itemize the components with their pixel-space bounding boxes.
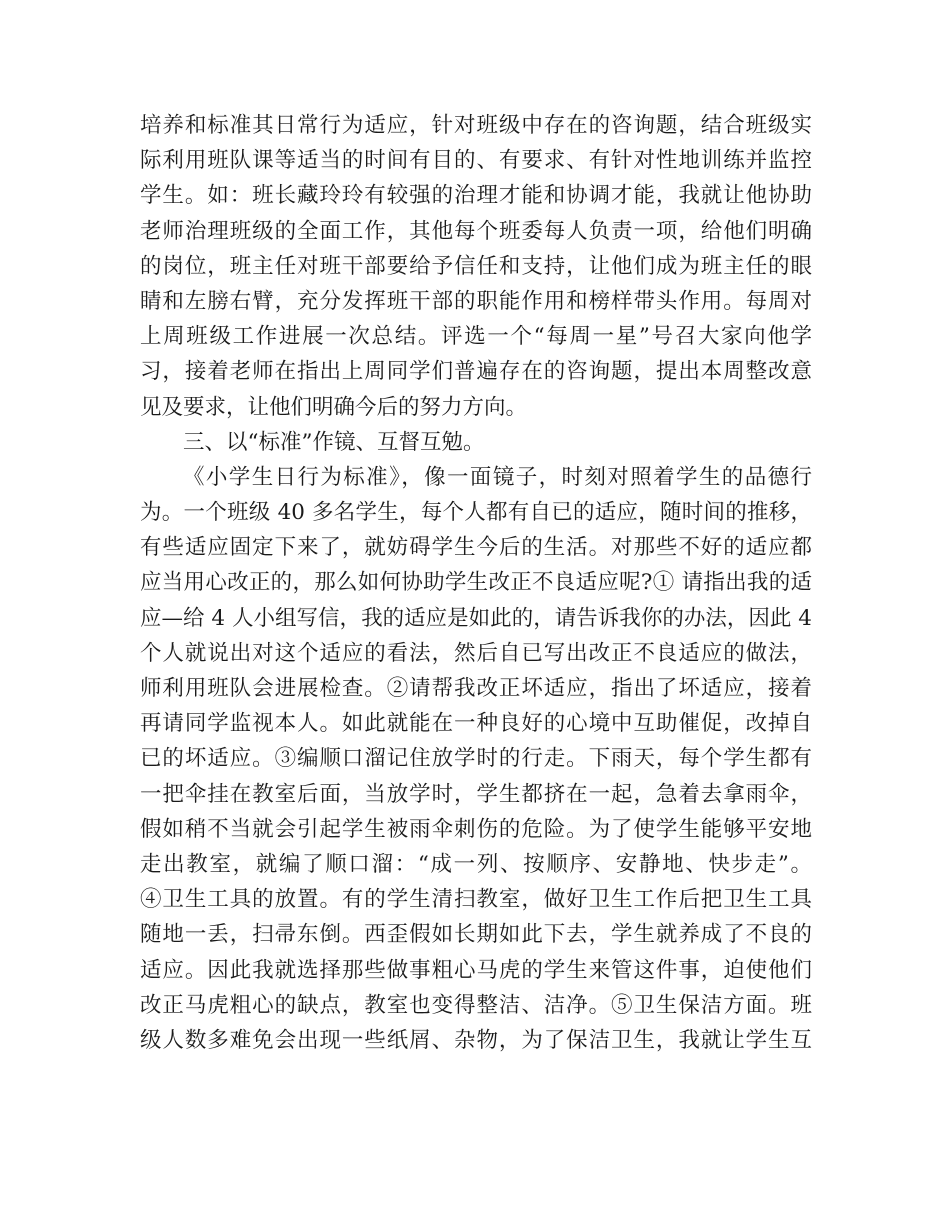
body-line: 师利用班队会进展检查。②请帮我改正坏适应，指出了坏适应，接着: [140, 676, 812, 701]
body-line: 学生。如：班长藏玲玲有较强的治理才能和协调才能，我就让他协助: [140, 183, 812, 209]
body-line: 上周班级工作进展一次总结。评选一个“每周一星”号召大家向他学: [140, 324, 812, 350]
body-line: 假如稍不当就会引起学生被雨伞刺伤的危险。为了使学生能够平安地: [140, 816, 812, 842]
section-heading: 三、以“标准”作镜、互督互勉。: [183, 429, 485, 455]
body-line: 级人数多难免会出现一些纸屑、杂物，为了保洁卫生，我就让学生互: [140, 1027, 812, 1053]
body-line: 的岗位，班主任对班干部要给予信任和支持，让他们成为班主任的眼: [140, 253, 812, 279]
body-line: 随地一丢，扫帚东倒。西歪假如长期如此下去，学生就养成了不良的: [140, 922, 812, 948]
body-line: 一把伞挂在教室后面，当放学时，学生都挤在一起，急着去拿雨伞，: [140, 781, 812, 807]
body-line: 老师治理班级的全面工作，其他每个班委每人负责一项，给他们明确: [140, 218, 812, 244]
body-line: ④卫生工具的放置。有的学生清扫教室，做好卫生工作后把卫生工具: [140, 887, 812, 913]
body-line: 改正马虎粗心的缺点，教室也变得整洁、洁净。⑤卫生保洁方面。班: [140, 992, 812, 1018]
body-line: 应当用心改正的，那么如何协助学生改正不良适应呢?① 请指出我的适: [140, 570, 812, 596]
body-line: 为。一个班级 40 多名学生，每个人都有自已的适应，随时间的推移，: [140, 500, 812, 526]
body-line: 适应。因此我就选择那些做事粗心马虎的学生来管这件事，迫使他们: [140, 957, 812, 983]
body-line: 应—给 4 人小组写信，我的适应是如此的，请告诉我你的办法，因此 4: [140, 605, 812, 631]
body-line: 培养和标准其日常行为适应，针对班级中存在的咨询题，结合班级实: [140, 113, 812, 138]
body-line: 《小学生日行为标准》，像一面镜子，时刻对照着学生的品德行: [183, 464, 812, 490]
body-line: 见及要求，让他们明确今后的努力方向。: [140, 394, 528, 420]
body-line: 际利用班队课等适当的时间有目的、有要求、有针对性地训练并监控: [140, 148, 812, 174]
body-line: 个人就说出对这个适应的看法，然后自已写出改正不良适应的做法，: [140, 640, 812, 666]
body-line: 睛和左膀右臂，充分发挥班干部的职能作用和榜样带头作用。每周对: [140, 288, 812, 314]
body-line: 再请同学监视本人。如此就能在一种良好的心境中互助催促，改掉自: [140, 711, 812, 737]
document-body: [140, 108, 812, 1058]
body-line: 习，接着老师在指出上周同学们普遍存在的咨询题，提出本周整改意: [140, 359, 812, 385]
body-line: 走出教室，就编了顺口溜：“成一列、按顺序、安静地、快步走”。: [140, 851, 812, 877]
body-line: 已的坏适应。③编顺口溜记住放学时的行走。下雨天，每个学生都有: [140, 746, 812, 772]
body-line: 有些适应固定下来了，就妨碍学生今后的生活。对那些不好的适应都: [140, 535, 812, 561]
